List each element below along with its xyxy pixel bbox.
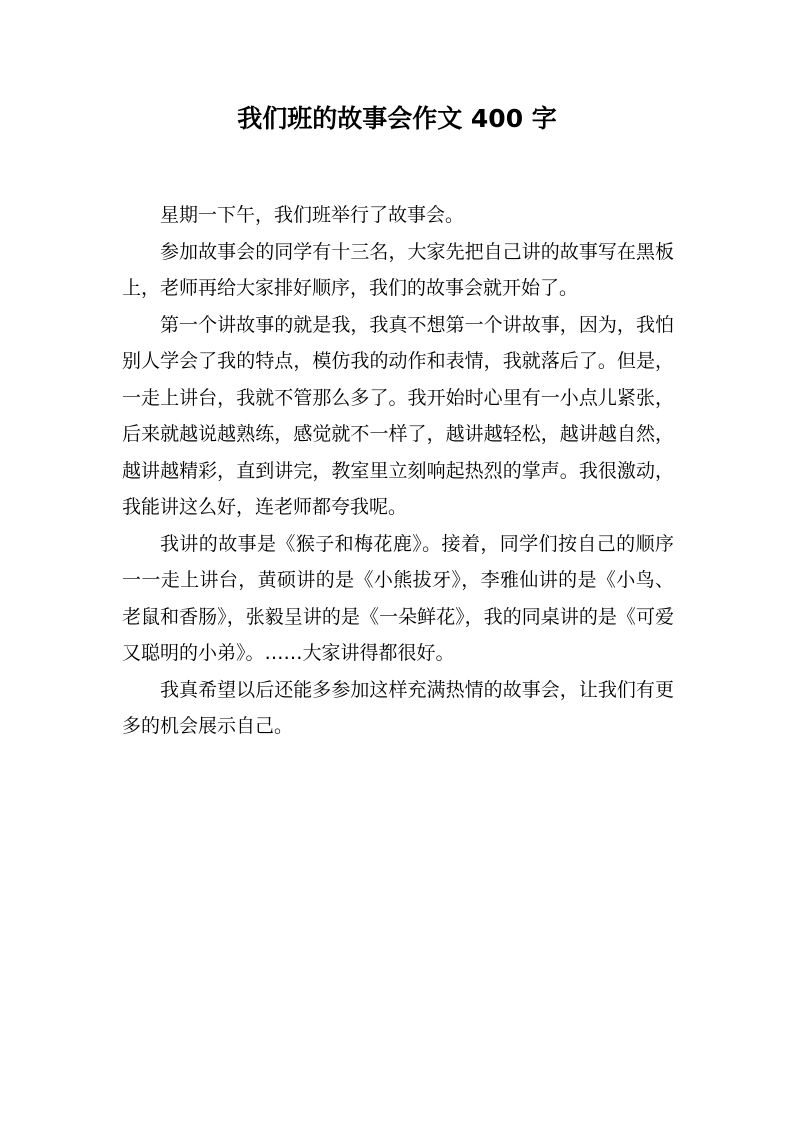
- essay-body: [122, 197, 674, 745]
- paragraph-4: 我讲的故事是《猴子和梅花鹿》。接着，同学们按自己的顺序一一走上讲台，黄硕讲的是《小熊拔牙》，李雅仙讲的是《小鸟、老鼠和香肠》，张毅呈讲的是《一朵鲜花》，我的同桌讲的是《可爱又聪明的小弟》。……大家讲得都很好。: [122, 532, 674, 664]
- paragraph-3: 第一个讲故事的就是我，我真不想第一个讲故事，因为，我怕别人学会了我的特点，模仿我的动作和表情，我就落后了。但是，一走上讲台，我就不管那么多了。我开始时心里有一小点儿紧张，后来就越说越熟练，感觉就不一样了，越讲越轻松，越讲越自然，越讲越精彩，直到讲完，教室里立刻响起热烈的掌声。我很激动，我能讲这么好，连老师都夸我呢。: [122, 313, 674, 518]
- page-title: 我们班的故事会作文 400 字: [237, 104, 557, 133]
- paragraph-2: 参加故事会的同学有十三名，大家先把自己讲的故事写在黑板上，老师再给大家排好顺序，我们的故事会就开始了。: [122, 240, 674, 299]
- paragraph-1: 星期一下午，我们班举行了故事会。: [160, 204, 465, 226]
- paragraph-5: 我真希望以后还能多参加这样充满热情的故事会，让我们有更多的机会展示自己。: [122, 678, 674, 737]
